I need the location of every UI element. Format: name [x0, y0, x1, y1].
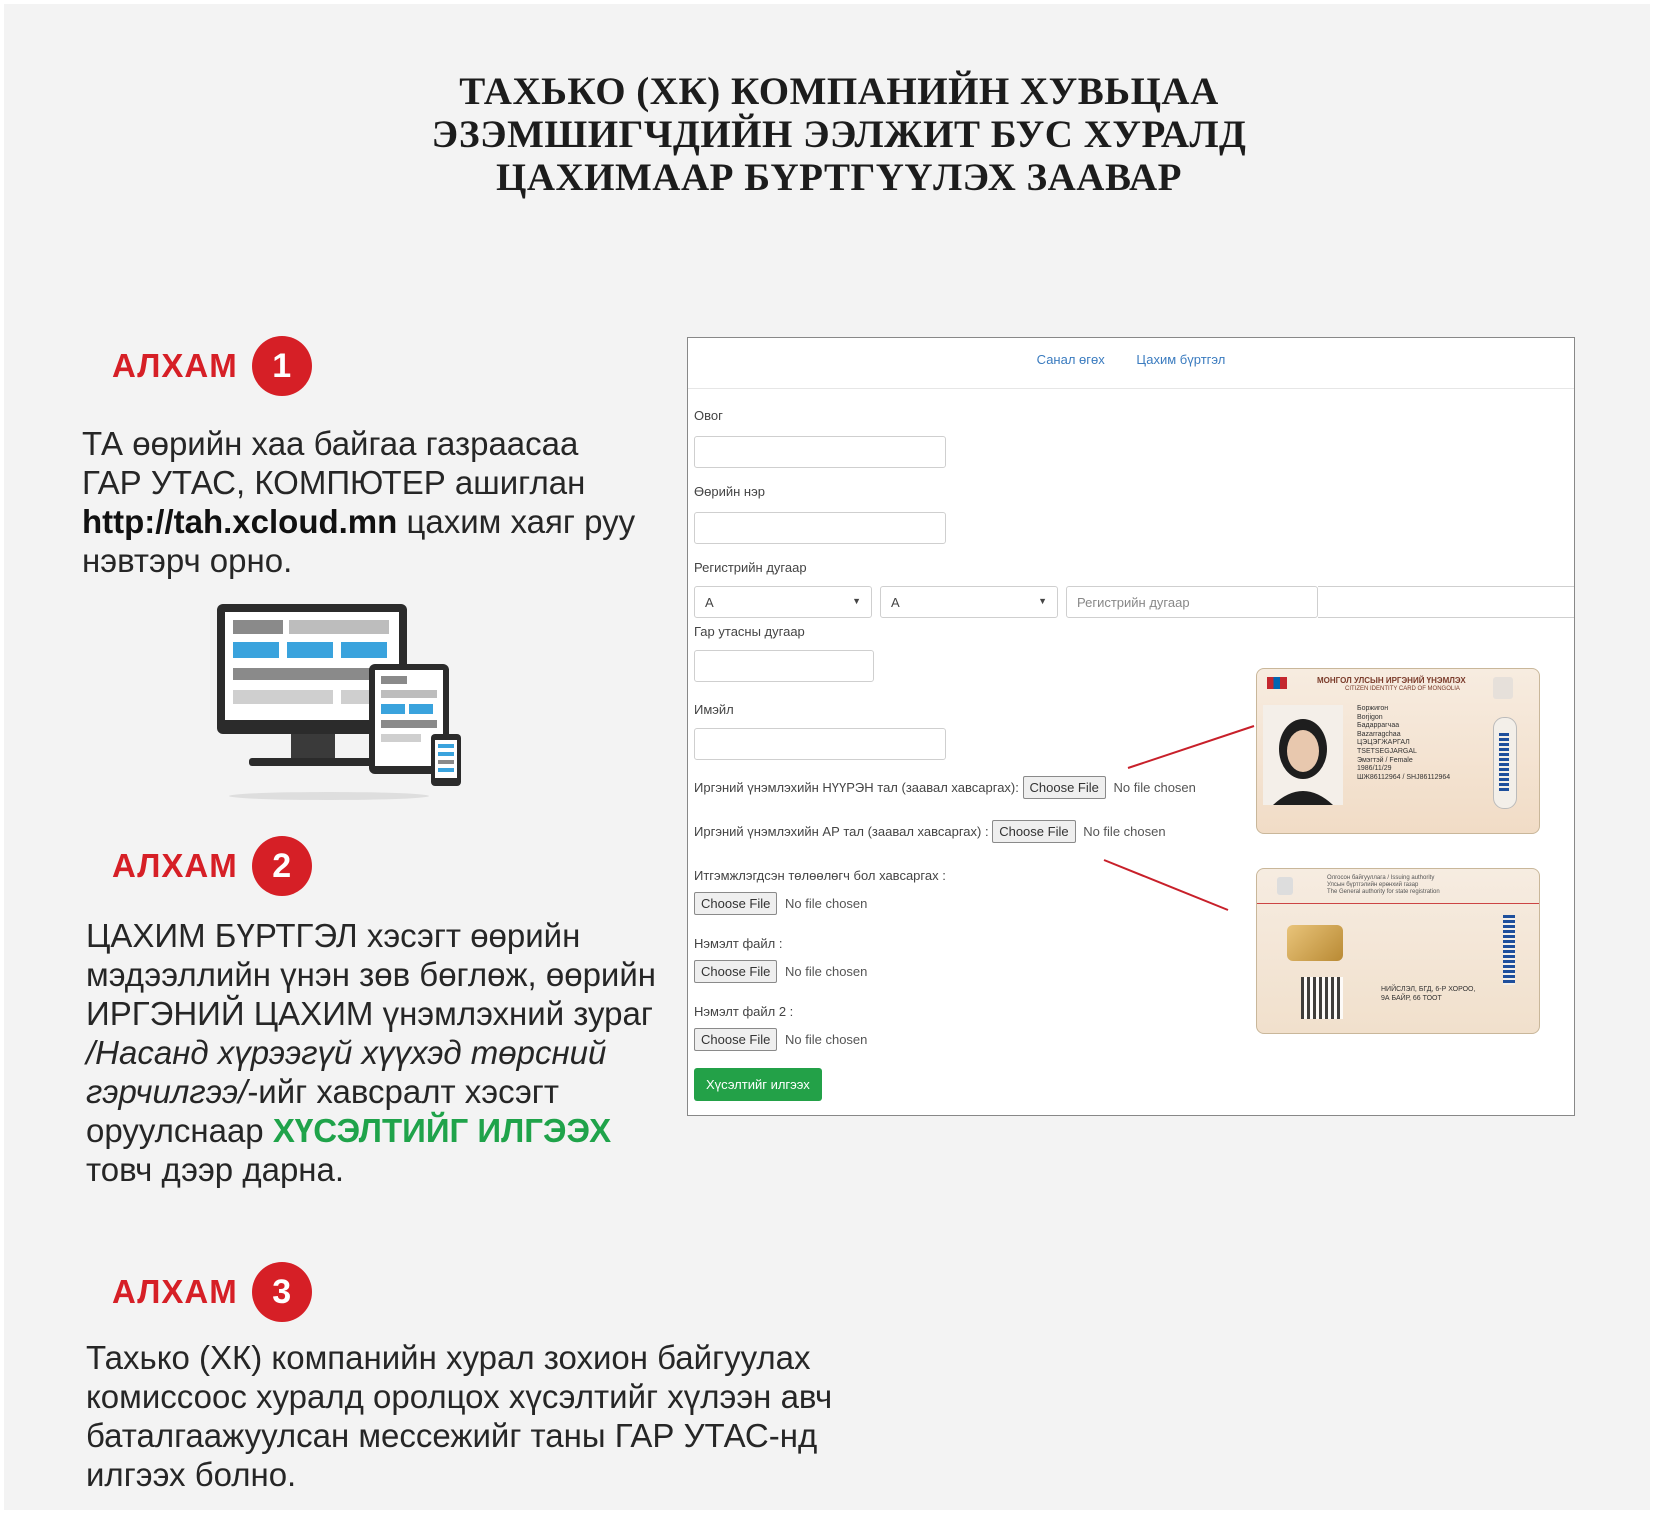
small-portrait-icon — [1277, 877, 1293, 895]
choose-file-button[interactable]: Choose File — [694, 1028, 777, 1051]
submit-highlight: ХҮСЭЛТИЙГ ИЛГЭЭХ — [272, 1112, 612, 1149]
small-portrait-icon — [1493, 677, 1513, 699]
id-field: Borjigon — [1357, 713, 1383, 721]
extra1-file-row — [694, 960, 867, 983]
id-field: ЦЭЦЭГЖАРГАЛ — [1357, 739, 1410, 747]
nav-link-vote[interactable]: Санал өгөх — [1036, 352, 1105, 367]
step-1-text-b: цахим хаяг руу нэвтэрч орно. — [82, 503, 636, 579]
no-file-text: No file chosen — [785, 896, 868, 911]
id-field: 1986/11/29 — [1357, 765, 1392, 773]
chevron-down-icon: ▼ — [1038, 596, 1047, 606]
registration-form — [687, 337, 1575, 1116]
select-value: А — [705, 595, 714, 610]
no-file-text: No file chosen — [785, 1032, 868, 1047]
title-line-1: ТАХЬКО (ХК) КОМПАНИЙН ХУВЬЦАА — [459, 70, 1219, 113]
proxy-file-row — [694, 892, 867, 915]
register-label: Регистрийн дугаар — [694, 560, 807, 575]
email-label: Имэйл — [694, 702, 734, 717]
barcode-icon — [1499, 733, 1509, 793]
portrait-photo-icon — [1263, 705, 1343, 805]
firstname-input[interactable] — [694, 512, 946, 544]
id-front-subheader: CITIZEN IDENTITY CARD OF MONGOLIA — [1345, 686, 1460, 692]
lastname-label: Овог — [694, 408, 723, 423]
qr-code-icon — [1301, 977, 1343, 1019]
register-letter-select-1[interactable] — [694, 586, 872, 618]
id-front-header: МОНГОЛ УЛСЫН ИРГЭНИЙ ҮНЭМЛЭХ — [1317, 676, 1466, 685]
id-field: Bazarragchaa — [1357, 730, 1401, 738]
extra1-label: Нэмэлт файл : — [694, 936, 783, 951]
input-group-border — [1318, 586, 1574, 618]
flag-icon — [1267, 677, 1287, 689]
step-2-text — [86, 916, 666, 1189]
no-file-text: No file chosen — [785, 964, 868, 979]
lastname-input[interactable] — [694, 436, 946, 468]
choose-file-button[interactable]: Choose File — [694, 960, 777, 983]
step-2-text-b: -ийг хавсралт хэсэгт оруулснаар — [86, 1073, 559, 1149]
step-label: АЛХАМ — [112, 347, 238, 384]
chip-icon — [1287, 925, 1343, 961]
no-file-text: No file chosen — [1083, 824, 1166, 839]
id-back-issuer — [1327, 875, 1440, 896]
step-1-text — [82, 424, 642, 580]
id-field: Бадаррагчаа — [1357, 722, 1400, 730]
form-nav — [688, 352, 1574, 367]
step-3-heading — [112, 1262, 312, 1322]
barcode-icon — [1503, 915, 1515, 985]
email-input[interactable] — [694, 728, 946, 760]
id-back-subheader: Улсын бүртгэлийн ерөнхий газар — [1327, 882, 1419, 888]
chevron-down-icon: ▼ — [852, 596, 861, 606]
extra2-file-row — [694, 1028, 867, 1051]
id-front-label: Иргэний үнэмлэхийн НҮҮРЭН тал (заавал хавсаргах): — [694, 780, 1019, 795]
title-line-3: ЦАХИМААР БҮРТГҮҮЛЭХ ЗААВАР — [495, 156, 1183, 199]
step-2-heading — [112, 836, 312, 896]
id-field: Эмэгтэй / Female — [1357, 756, 1413, 764]
step-3-text: Тахько (ХК) компанийн хурал зохион байгуулах комиссоос хуралд оролцох хүсэлтийг хүлээн авч баталгаажуулсан мессежийг таны ГАР УТАС-нд илгээх болно. — [86, 1339, 833, 1493]
choose-file-button[interactable]: Choose File — [694, 892, 777, 915]
id-front-fields — [1357, 705, 1450, 782]
id-back-row — [694, 820, 1166, 843]
page-title — [334, 70, 1344, 199]
site-url: http://tah.xcloud.mn — [82, 503, 398, 540]
devices-illustration-icon — [209, 604, 479, 804]
register-number-input[interactable]: Регистрийн дугаар — [1066, 586, 1318, 618]
step-1-heading — [112, 336, 312, 396]
id-back-subheader-2: The General authority for state registration — [1327, 889, 1440, 895]
id-back-label: Иргэний үнэмлэхийн АР тал (заавал хавсаргах) : — [694, 824, 989, 839]
step-2-text-a: ЦАХИМ БҮРТГЭЛ хэсэгт өөрийн мэдээллийн үнэн зөв бөглөж, өөрийн ИРГЭНИЙ ЦАХИМ үнэмлэхний зураг — [86, 917, 657, 1032]
id-field: ШЖ86112964 / SHJ86112964 — [1357, 773, 1451, 781]
step-number-badge: 1 — [252, 336, 312, 396]
step-number-badge: 2 — [252, 836, 312, 896]
step-1-text-a: ТА өөрийн хаа байгаа газраасаа ГАР УТАС, КОМПЮТЕР ашиглан — [82, 425, 586, 501]
extra2-label: Нэмэлт файл 2 : — [694, 1004, 794, 1019]
firstname-label: Өөрийн нэр — [694, 484, 765, 499]
register-letter-select-2[interactable] — [880, 586, 1058, 618]
id-field: Боржигон — [1357, 705, 1389, 712]
choose-file-button[interactable]: Choose File — [992, 820, 1075, 843]
id-back-header: Олгосон байгууллага / Issuing authority — [1327, 875, 1435, 881]
id-card-front-image — [1256, 668, 1540, 834]
no-file-text: No file chosen — [1113, 780, 1196, 795]
divider — [688, 388, 1574, 389]
phone-label: Гар утасны дугаар — [694, 624, 805, 639]
step-label: АЛХАМ — [112, 1273, 238, 1310]
title-line-2: ЭЗЭМШИГЧДИЙН ЭЭЛЖИТ БУС ХУРАЛД — [431, 113, 1247, 156]
step-2-italic: /Насанд хүрээгүй хүүхэд төрсний гэрчилгээ/ — [86, 1034, 607, 1110]
address-line: 9А БАЙР, 66 ТООТ — [1381, 995, 1442, 1002]
submit-request-button[interactable]: Хүсэлтийг илгээх — [694, 1068, 822, 1101]
id-card-back-image — [1256, 868, 1540, 1034]
select-value: А — [891, 595, 900, 610]
step-label: АЛХАМ — [112, 847, 238, 884]
choose-file-button[interactable]: Choose File — [1023, 776, 1106, 799]
nav-link-register[interactable]: Цахим бүртгэл — [1136, 352, 1226, 367]
document-page — [4, 4, 1650, 1510]
step-number-badge: 3 — [252, 1262, 312, 1322]
phone-input[interactable] — [694, 650, 874, 682]
address-line: НИЙСЛЭЛ, БГД, 6-Р ХОРОО, — [1381, 986, 1476, 993]
step-2-text-c: товч дээр дарна. — [86, 1151, 345, 1188]
id-field: TSETSEGJARGAL — [1357, 747, 1417, 755]
proxy-label: Итгэмжлэгдсэн төлөөлөгч бол хавсаргах : — [694, 868, 946, 883]
id-front-row — [694, 776, 1196, 799]
id-back-address — [1381, 985, 1475, 1003]
